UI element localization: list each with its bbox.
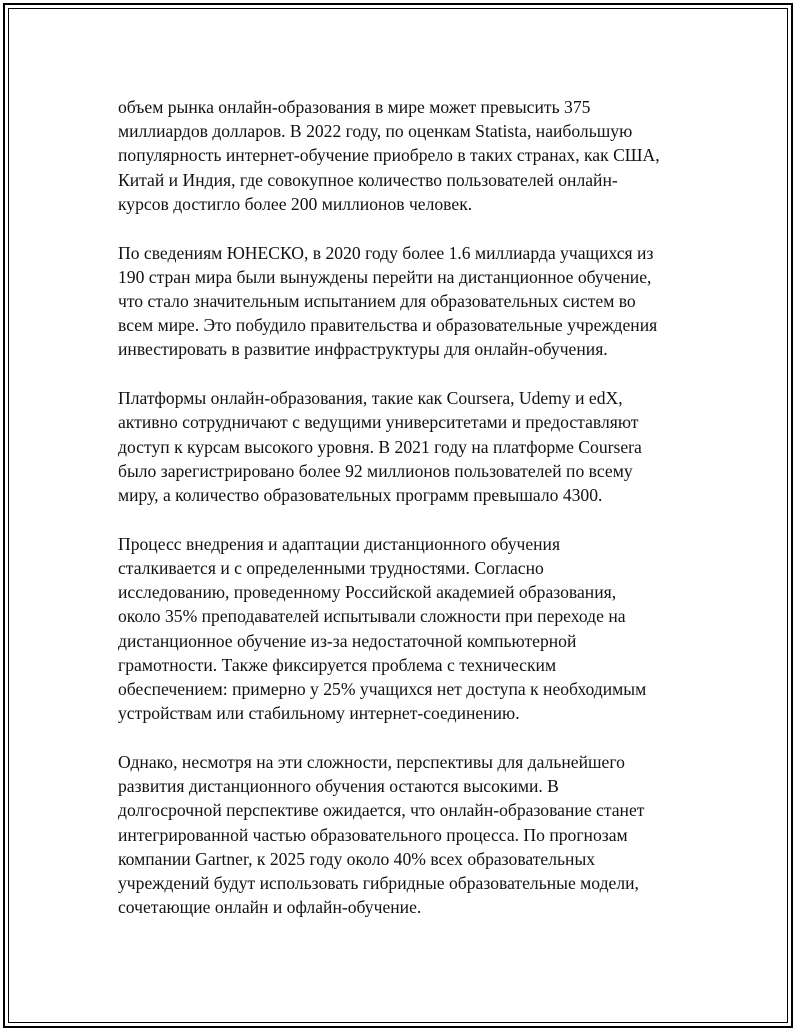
paragraph-line: Платформы онлайн-образования, такие как Coursera, Udemy и edX, [118,388,623,409]
paragraph-line: дистанционное обучение из-за недостаточной компьютерной [118,630,577,651]
paragraph-line: долгосрочной перспективе ожидается, что онлайн-образование станет [118,800,645,821]
paragraph-line: сталкивается и с определенными трудностями. Согласно [118,558,544,579]
paragraph-line: учреждений будут использовать гибридные образовательные модели, [118,873,639,894]
paragraph-line: было зарегистрировано более 92 миллионов пользователей по всему [118,460,633,481]
paragraph-line: интегрированной частью образовательного процесса. По прогнозам [118,824,628,845]
paragraph-line: По сведениям ЮНЕСКО, в 2020 году более 1.6 миллиарда учащихся из [118,242,654,263]
paragraph-line: объем рынка онлайн-образования в мире может превысить 375 [118,97,591,117]
paragraph-line: сочетающие онлайн и офлайн-обучение. [118,897,422,918]
paragraph-line: исследованию, проведенному Российской академией образования, [118,582,617,603]
paragraph-line: обеспечением: примерно у 25% учащихся нет доступа к необходимым [118,679,647,700]
paragraph-line: курсов достигло более 200 миллионов человек. [118,193,473,214]
paragraph-line: развития дистанционного обучения остаются высокими. В [118,776,559,797]
paragraph-line: инвестировать в развитие инфраструктуры для онлайн-обучения. [118,339,608,360]
paragraph-line: устройствам или стабильному интернет-соединению. [118,703,520,724]
paragraph-line: 190 стран мира были вынуждены перейти на дистанционное обучение, [118,266,652,287]
paragraph-market-size [118,95,708,216]
paragraph-line: Китай и Индия, где совокупное количество пользователей онлайн- [118,169,618,190]
paragraph-difficulties [118,532,708,726]
paragraph-line: Однако, несмотря на эти сложности, перспективы для дальнейшего [118,752,625,773]
paragraph-line: миллиардов долларов. В 2022 году, по оценкам Statista, наибольшую [118,121,633,142]
paragraph-line: компании Gartner, к 2025 году около 40% всех образовательных [118,848,596,869]
paragraph-prospects [118,750,708,919]
paragraph-line: грамотности. Также фиксируется проблема с техническим [118,654,557,675]
paragraph-line: что стало значительным испытанием для образовательных систем во [118,291,636,312]
document-body [118,95,708,944]
paragraph-line: популярность интернет-обучение приобрело в таких странах, как США, [118,145,660,166]
paragraph-line: миру, а количество образовательных программ превышало 4300. [118,485,603,506]
paragraph-line: около 35% преподавателей испытывали сложности при переходе на [118,606,626,627]
paragraph-line: Процесс внедрения и адаптации дистанционного обучения [118,533,561,554]
paragraph-line: активно сотрудничают с ведущими университетами и предоставляют [118,412,639,433]
paragraph-unesco [118,241,708,362]
paragraph-platforms [118,386,708,507]
paragraph-line: всем мире. Это побудило правительства и образовательные учреждения [118,315,658,336]
paragraph-line: доступ к курсам высокого уровня. В 2021 году на платформе Coursera [118,436,642,457]
